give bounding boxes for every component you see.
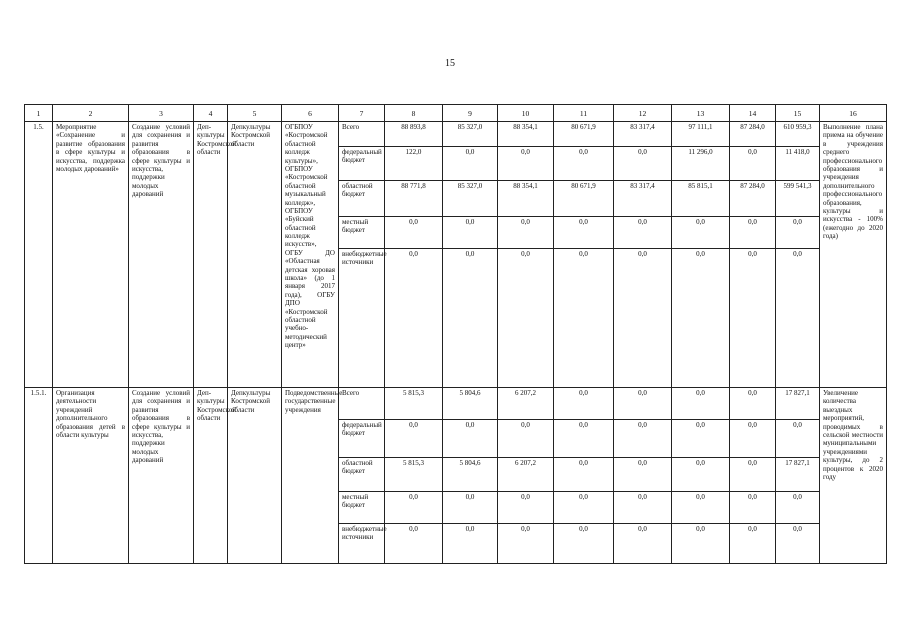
row-number-cell: 1.5.1. (25, 388, 53, 564)
header-cell: 10 (498, 105, 554, 122)
value-cell: 11 296,0 (672, 147, 730, 181)
header-cell: 8 (385, 105, 443, 122)
administrator-cell: Депкультуры Костромской области (194, 388, 228, 564)
value-cell: 85 327,0 (443, 181, 498, 217)
value-cell: 87 284,0 (730, 181, 776, 217)
value-cell: 0,0 (614, 249, 672, 388)
header-cell: 16 (820, 105, 887, 122)
value-cell: 0,0 (614, 492, 672, 524)
header-cell: 15 (776, 105, 820, 122)
funding-source-cell: внебюджетные источники (339, 524, 385, 564)
value-cell: 0,0 (498, 524, 554, 564)
task-cell: Создание условий для сохранения и развития образования в сфере культуры и искусства, поддержки молодых дарований (129, 122, 194, 388)
table-row (25, 388, 887, 420)
value-cell: 0,0 (730, 249, 776, 388)
value-cell: 88 893,8 (385, 122, 443, 147)
value-cell: 0,0 (614, 524, 672, 564)
coexecutor-cell: Депкультуры Костромской области (228, 388, 282, 564)
value-cell: 610 959,3 (776, 122, 820, 147)
header-cell: 1 (25, 105, 53, 122)
administrator-cell: Депкультуры Костромской области (194, 122, 228, 388)
value-cell: 0,0 (498, 147, 554, 181)
funding-source-cell: внебюджетные источники (339, 249, 385, 388)
value-cell: 0,0 (776, 492, 820, 524)
value-cell: 0,0 (730, 492, 776, 524)
value-cell: 0,0 (776, 420, 820, 458)
value-cell: 0,0 (443, 147, 498, 181)
header-cell: 11 (554, 105, 614, 122)
funding-source-cell: Всего (339, 122, 385, 147)
value-cell: 0,0 (672, 524, 730, 564)
value-cell: 88 354,1 (498, 122, 554, 147)
value-cell: 122,0 (385, 147, 443, 181)
value-cell: 0,0 (554, 524, 614, 564)
value-cell: 5 815,3 (385, 458, 443, 492)
measure-name-cell: Организация деятельности учреждений дополнительного образования детей в области культуры (53, 388, 129, 564)
value-cell: 0,0 (385, 492, 443, 524)
value-cell: 0,0 (614, 458, 672, 492)
value-cell: 0,0 (554, 420, 614, 458)
value-cell: 0,0 (614, 147, 672, 181)
task-cell: Создание условий для сохранения и развития образования в сфере культуры и искусства, поддержки молодых дарований (129, 388, 194, 564)
value-cell: 80 671,9 (554, 181, 614, 217)
funding-source-cell: областной бюджет (339, 458, 385, 492)
value-cell: 0,0 (385, 249, 443, 388)
value-cell: 0,0 (554, 388, 614, 420)
header-cell: 13 (672, 105, 730, 122)
funding-source-cell: федеральный бюджет (339, 420, 385, 458)
value-cell: 87 284,0 (730, 122, 776, 147)
value-cell: 599 541,3 (776, 181, 820, 217)
value-cell: 0,0 (614, 217, 672, 249)
value-cell: 17 827,1 (776, 458, 820, 492)
value-cell: 0,0 (385, 217, 443, 249)
value-cell: 85 327,0 (443, 122, 498, 147)
funding-source-cell: Всего (339, 388, 385, 420)
header-cell: 4 (194, 105, 228, 122)
value-cell: 0,0 (672, 458, 730, 492)
value-cell: 0,0 (443, 249, 498, 388)
value-cell: 5 815,3 (385, 388, 443, 420)
value-cell: 83 317,4 (614, 181, 672, 217)
value-cell: 0,0 (385, 524, 443, 564)
value-cell: 0,0 (776, 524, 820, 564)
participants-cell: Подведомственные государственные учреждения (282, 388, 339, 564)
funding-source-cell: местный бюджет (339, 217, 385, 249)
row-number-cell: 1.5. (25, 122, 53, 388)
value-cell: 0,0 (498, 249, 554, 388)
table-row (25, 122, 887, 147)
value-cell: 0,0 (730, 388, 776, 420)
header-cell: 9 (443, 105, 498, 122)
value-cell: 0,0 (498, 217, 554, 249)
value-cell: 0,0 (443, 524, 498, 564)
funding-source-cell: местный бюджет (339, 492, 385, 524)
value-cell: 0,0 (672, 217, 730, 249)
value-cell: 0,0 (554, 217, 614, 249)
funding-source-cell: федеральный бюджет (339, 147, 385, 181)
header-cell: 12 (614, 105, 672, 122)
header-cell: 3 (129, 105, 194, 122)
value-cell: 0,0 (443, 217, 498, 249)
value-cell: 0,0 (443, 492, 498, 524)
value-cell: 0,0 (614, 420, 672, 458)
value-cell: 0,0 (498, 420, 554, 458)
value-cell: 0,0 (730, 217, 776, 249)
value-cell: 11 418,0 (776, 147, 820, 181)
value-cell: 17 827,1 (776, 388, 820, 420)
value-cell: 0,0 (730, 147, 776, 181)
value-cell: 0,0 (730, 458, 776, 492)
program-table (24, 104, 887, 564)
value-cell: 0,0 (672, 492, 730, 524)
value-cell: 88 771,8 (385, 181, 443, 217)
value-cell: 0,0 (776, 249, 820, 388)
header-cell: 14 (730, 105, 776, 122)
value-cell: 0,0 (385, 420, 443, 458)
value-cell: 0,0 (730, 420, 776, 458)
header-cell: 2 (53, 105, 129, 122)
header-row (25, 105, 887, 122)
expected-result-cell: Увеличение количества выездных мероприятий, проводимых в сельской местности муниципальными учреждениями культуры, до 2 процентов к 2020 году (820, 388, 887, 564)
header-cell: 6 (282, 105, 339, 122)
value-cell: 0,0 (672, 420, 730, 458)
value-cell: 83 317,4 (614, 122, 672, 147)
value-cell: 6 207,2 (498, 458, 554, 492)
expected-result-cell: Выполнение плана приема на обучение в учреждения среднего профессионального образования и учреждения дополнительного профессионального образования, культуры и искусства - 100% (ежегодно до 2020 года) (820, 122, 887, 388)
participants-cell: ОГБПОУ «Костромской областной колледж культуры», ОГБПОУ «Костромской областной музыкальный колледж», ОГБПОУ «Буйский областной колледж искусств», ОГБУ ДО «Областная детская хоровая школа» (до 1 января 2017 года), ОГБУ ДПО «Костромской областной учебно-методический центр» (282, 122, 339, 388)
value-cell: 0,0 (730, 524, 776, 564)
coexecutor-cell: Депкультуры Костромской области (228, 122, 282, 388)
value-cell: 0,0 (776, 217, 820, 249)
value-cell: 88 354,1 (498, 181, 554, 217)
value-cell: 0,0 (672, 249, 730, 388)
value-cell: 80 671,9 (554, 122, 614, 147)
value-cell: 0,0 (554, 492, 614, 524)
value-cell: 0,0 (443, 420, 498, 458)
page-number: 15 (445, 58, 455, 69)
value-cell: 0,0 (554, 147, 614, 181)
measure-name-cell: Мероприятие «Сохранение и развитие образования в сфере культуры и искусства, поддержка молодых дарований» (53, 122, 129, 388)
value-cell: 5 804,6 (443, 388, 498, 420)
value-cell: 0,0 (672, 388, 730, 420)
value-cell: 0,0 (554, 458, 614, 492)
value-cell: 0,0 (498, 492, 554, 524)
value-cell: 0,0 (614, 388, 672, 420)
value-cell: 6 207,2 (498, 388, 554, 420)
value-cell: 0,0 (554, 249, 614, 388)
value-cell: 5 804,6 (443, 458, 498, 492)
header-cell: 7 (339, 105, 385, 122)
header-cell: 5 (228, 105, 282, 122)
value-cell: 85 815,1 (672, 181, 730, 217)
value-cell: 97 111,1 (672, 122, 730, 147)
funding-source-cell: областной бюджет (339, 181, 385, 217)
